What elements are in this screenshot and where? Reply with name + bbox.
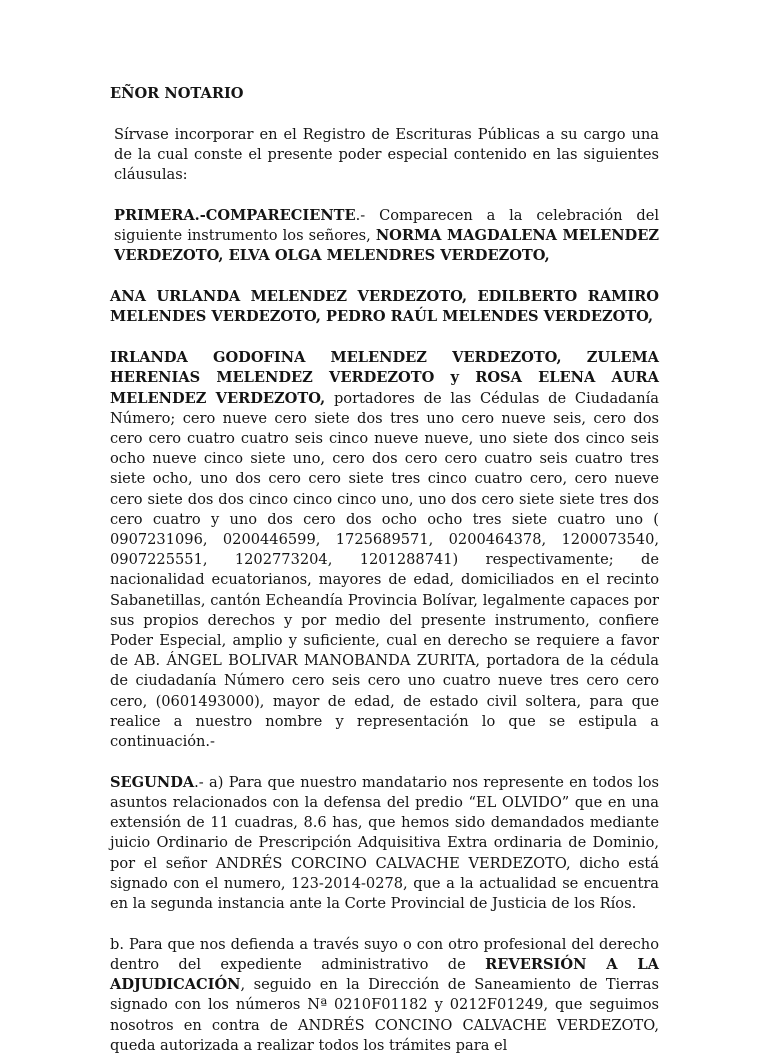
primera-names-paragraph xyxy=(110,348,659,752)
intro-paragraph: Sírvase incorporar en el Registro de Escrituras Públicas a su cargo una de la cual conste el presente poder especial contenido en las siguientes cláusulas: xyxy=(114,125,659,184)
segunda-text: .- a) Para que nuestro mandatario nos represente en todos los asuntos relacionados con la defensa del predio “EL OLVIDO” que en una extensión de 11 cuadras, 8.6 has, que hemos sido demandados mediante juicio Ordinario de Prescripción Adquisitiva Extra ordinaria de Dominio, por el señor ANDRÉS CORCINO CALVACHE VERDEZOTO, dicho está signado con el numero, 123-2014-0278, que a la actualidad se encuentra en la segunda instancia ante la Corte Provincial de Justicia de los Ríos. xyxy=(110,773,659,913)
b-clause-paragraph xyxy=(110,935,659,1056)
primera-names-1: NORMA MAGDALENA MELENDEZ VERDEZOTO, ELVA OLGA MELENDRES VERDEZOTO, xyxy=(114,227,659,265)
document-heading: EÑOR NOTARIO xyxy=(110,85,244,102)
primera-label: PRIMERA.-COMPARECIENTE xyxy=(114,207,356,224)
segunda-paragraph xyxy=(110,773,659,914)
primera-text-2: portadores de las Cédulas de Ciudadanía Número; cero nueve cero siete dos tres uno cero nueve seis, cero dos cero cero cuatro cuatro seis cinco nueve nueve, uno siete dos cinco seis ocho nueve cinco siete uno, cero dos cero cero cuatro seis cuatro tres siete ocho, uno dos cero cero siete tres cinco cuatro cero, cero nueve cero siete dos dos cinco cinco cinco uno, uno dos cero siete siete tres dos cero cuatro y uno dos cero dos ocho ocho tres siete cuatro uno ( 0907231096, 0200446599, 1725689571, 0200464378, 1200073540, 0907225551, 1202773204, 1201288741) respectivamente; de nacionalidad ecuatorianos, mayores de edad, domiciliados en el recinto Sabanetillas, cantón Echeandía Provincia Bolívar, legalmente capaces por sus propios derechos y por medio del presente instrumento, confiere Poder Especial, amplio y suficiente, cual en derecho se requiere a favor de AB. ÁNGEL BOLIVAR MANOBANDA ZURITA, portadora de la cédula de ciudadanía Número cero seis cero uno cuatro nueve tres cero cero cero, (0601493000), mayor de edad, de estado civil soltera, para que realice a nuestro nombre y representación lo que se estipula a continuación.- xyxy=(110,389,659,751)
b-clause-text-2: , seguido en la Dirección de Saneamiento de Tierras signado con los números Nª 0210F01182 y 0212F01249, que seguimos nosotros en contra de ANDRÉS CONCINO CALVACHE VERDEZOTO, queda autorizada a realizar todos los trámites para el xyxy=(110,976,659,1054)
b-clause-bold: REVERSIÓN A LA ADJUDICACIÓN xyxy=(110,956,659,994)
segunda-label: SEGUNDA xyxy=(110,773,195,791)
primera-names-2: ANA URLANDA MELENDEZ VERDEZOTO, EDILBERTO RAMIRO MELENDES VERDEZOTO, PEDRO RAÚL MELENDES VERDEZOTO, xyxy=(110,288,659,326)
b-clause-text-1: b. Para que nos defienda a través suyo o con otro profesional del derecho dentro del expediente administrativo de xyxy=(110,935,659,974)
primera-paragraph xyxy=(110,206,659,267)
primera-text-1: .- Comparecen a la celebración del siguiente instrumento los señores, xyxy=(114,207,659,245)
primera-names-3: IRLANDA GODOFINA MELENDEZ VERDEZOTO, ZULEMA HERENIAS MELENDEZ VERDEZOTO y ROSA ELENA AURA MELENDEZ VERDEZOTO, xyxy=(110,349,659,407)
document-body xyxy=(110,84,659,1056)
